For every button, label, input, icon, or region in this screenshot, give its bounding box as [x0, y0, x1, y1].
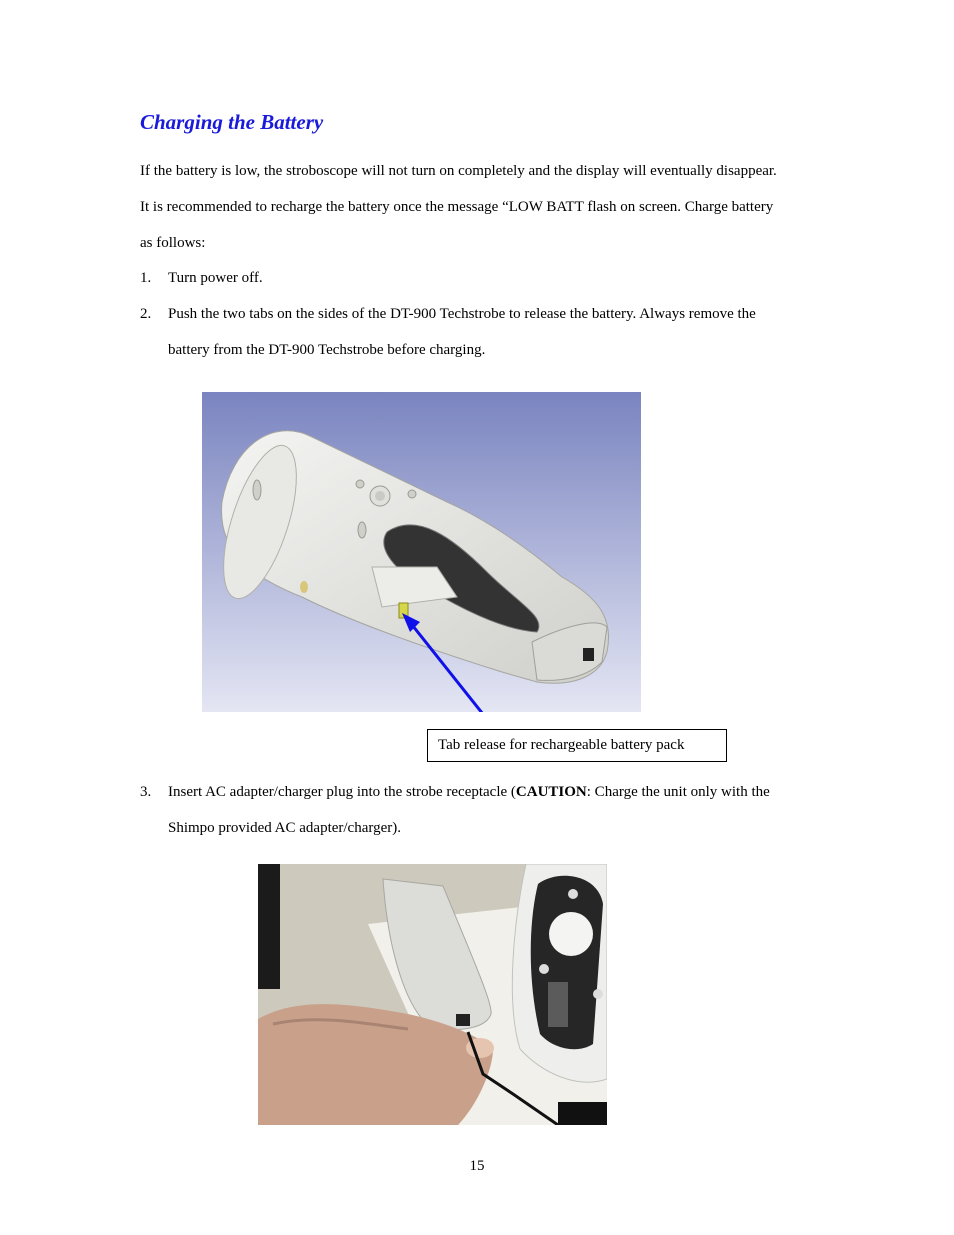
charger-illustration [258, 864, 607, 1125]
intro-line: If the battery is low, the stroboscope will not turn on completely and the display will eventually disappear. [140, 163, 777, 179]
step-text: Turn power off. [168, 270, 263, 286]
intro-line: as follows: [140, 235, 206, 251]
strobe-illustration [202, 392, 641, 712]
page-title: Charging the Battery [140, 110, 324, 134]
strobe-battery-photo [202, 392, 641, 712]
caution-label: CAUTION [515, 784, 587, 800]
intro-line: It is recommended to recharge the battery once the message “LOW BATT flash on screen. Charge battery [140, 199, 774, 215]
tab-release-callout: Tab release for rechargeable battery pack [427, 729, 727, 762]
step-number: 2. [140, 306, 152, 322]
page-number: 15 [469, 1158, 485, 1174]
step-number: 3. [140, 784, 152, 800]
step-text: Push the two tabs on the sides of the DT-900 Techstrobe to release the battery. Always remove the [168, 306, 756, 322]
intro-paragraph [140, 153, 820, 261]
charger-photo [258, 864, 607, 1125]
step-number: 1. [140, 270, 152, 286]
step-text: Shimpo provided AC adapter/charger). [168, 820, 401, 836]
step-text: Insert AC adapter/charger plug into the strobe receptacle (CAUTION: Charge the unit only with the [168, 784, 770, 800]
step-text: battery from the DT-900 Techstrobe before charging. [168, 342, 486, 358]
